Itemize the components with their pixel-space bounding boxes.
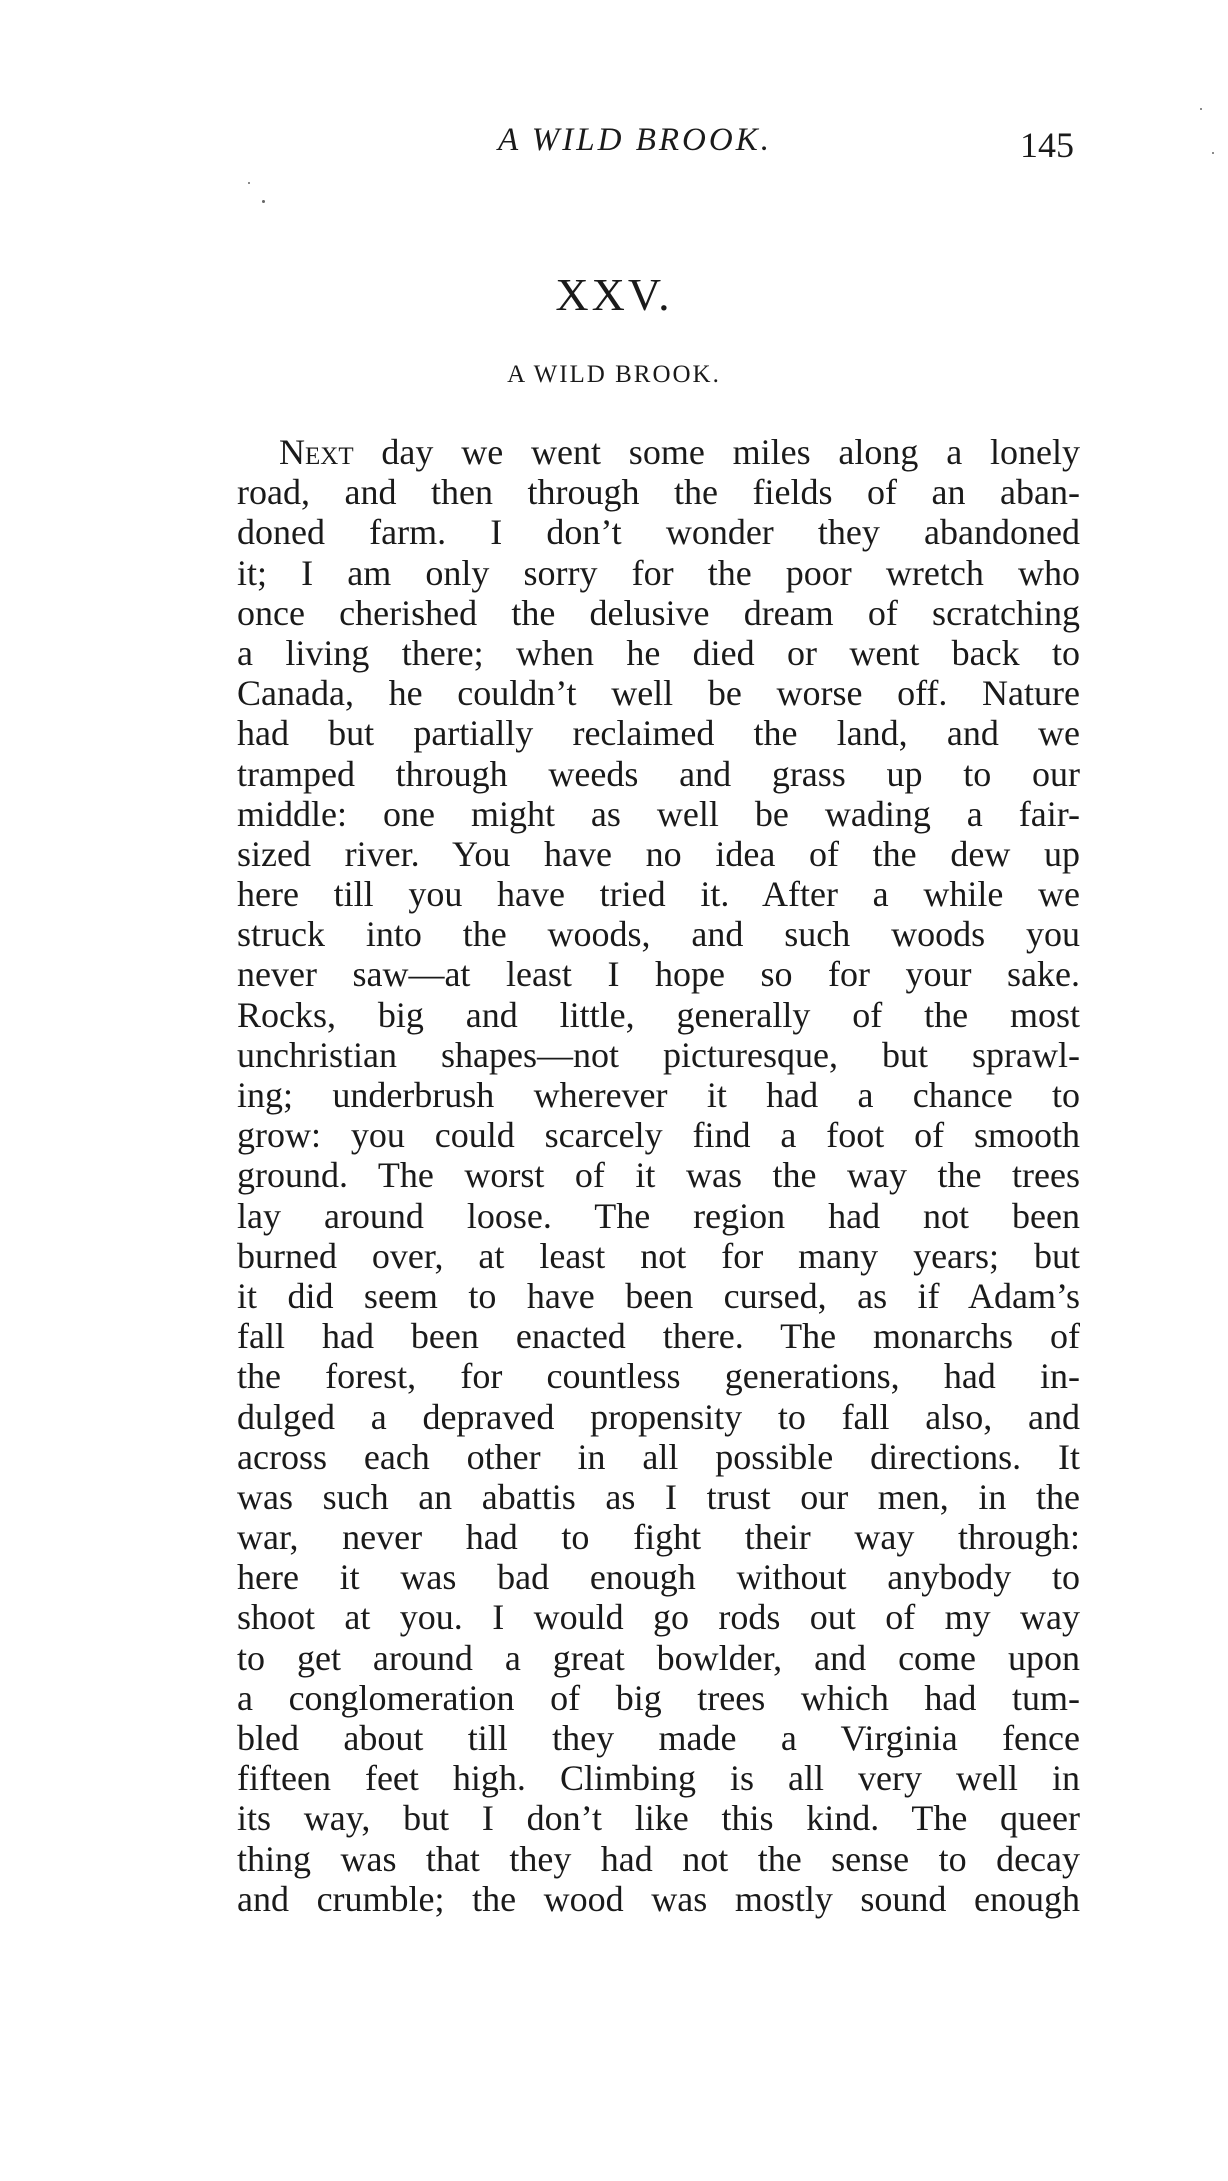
text-line-32: a conglomeration of big trees which had tum- [237, 1677, 1080, 1718]
text-line-33: bled about till they made a Virginia fence [237, 1718, 1080, 1758]
paper-speck [1200, 108, 1202, 110]
text-line-34: fifteen feet high. Climbing is all very well in [237, 1758, 1080, 1799]
text-line-7: Canada, he couldn’t well be worse off. Nature [237, 673, 1080, 714]
body-text [237, 432, 1080, 1919]
text-line-18: grow: you could scarcely find a foot of smooth [237, 1115, 1080, 1156]
text-line-35: its way, but I don’t like this kind. The queer [237, 1798, 1080, 1839]
text-line-3: doned farm. I don’t wonder they abandoned [237, 512, 1080, 553]
text-line-16: unchristian shapes—not picturesque, but sprawl- [237, 1034, 1080, 1075]
chapter-title: A WILD BROOK. [507, 361, 721, 388]
text-line-37: and crumble; the wood was mostly sound enough [237, 1878, 1080, 1919]
text-line-21: burned over, at least not for many years; but [237, 1235, 1080, 1276]
paper-speck [248, 182, 250, 184]
text-line-28: war, never had to fight their way through: [237, 1517, 1080, 1558]
text-line-30: shoot at you. I would go rods out of my way [237, 1597, 1080, 1638]
paper-speck [262, 200, 265, 203]
first-line-rest: day we went some miles along a lonely [353, 432, 1080, 472]
text-line-14: never saw—at least I hope so for your sake. [237, 954, 1080, 995]
text-line-10: middle: one might as well be wading a fair- [237, 793, 1080, 834]
text-line-11: sized river. You have no idea of the dew up [237, 833, 1080, 874]
text-line-9: tramped through weeds and grass up to our [237, 753, 1080, 794]
page-number: 145 [1020, 125, 1074, 165]
text-line-20: lay around loose. The region had not been [237, 1195, 1080, 1236]
running-title: A WILD BROOK. [498, 122, 772, 158]
text-line-36: thing was that they had not the sense to decay [237, 1838, 1080, 1879]
text-line-27: was such an abattis as I trust our men, in the [237, 1476, 1080, 1517]
text-line-15: Rocks, big and little, generally of the most [237, 994, 1080, 1035]
paper-speck [1212, 152, 1214, 154]
text-line-24: the forest, for countless generations, had in- [237, 1356, 1080, 1397]
running-head [0, 122, 1228, 172]
text-line-4: it; I am only sorry for the poor wretch who [237, 552, 1080, 593]
first-word: Next [279, 432, 354, 472]
text-line-26: across each other in all possible directions. It [237, 1436, 1080, 1477]
text-line-25: dulged a depraved propensity to fall also, and [237, 1396, 1080, 1437]
text-line-23: fall had been enacted there. The monarchs of [237, 1316, 1080, 1357]
text-line-8: had but partially reclaimed the land, and we [237, 713, 1080, 754]
text-line-17: ing; underbrush wherever it had a chance to [237, 1075, 1080, 1115]
text-line-12: here till you have tried it. After a while we [237, 874, 1080, 915]
text-line-13: struck into the woods, and such woods you [237, 914, 1080, 955]
text-line-19: ground. The worst of it was the way the trees [237, 1155, 1080, 1196]
text-line-29: here it was bad enough without anybody to [237, 1557, 1080, 1598]
text-line-31: to get around a great bowlder, and come upon [237, 1637, 1080, 1678]
chapter-number: XXV. [555, 269, 673, 320]
text-line-1 [237, 432, 1080, 472]
text-line-6: a living there; when he died or went back to [237, 632, 1080, 673]
text-line-22: it did seem to have been cursed, as if Adam’s [237, 1275, 1080, 1316]
text-line-2: road, and then through the fields of an aban- [237, 472, 1080, 513]
text-line-5: once cherished the delusive dream of scratching [237, 592, 1080, 633]
